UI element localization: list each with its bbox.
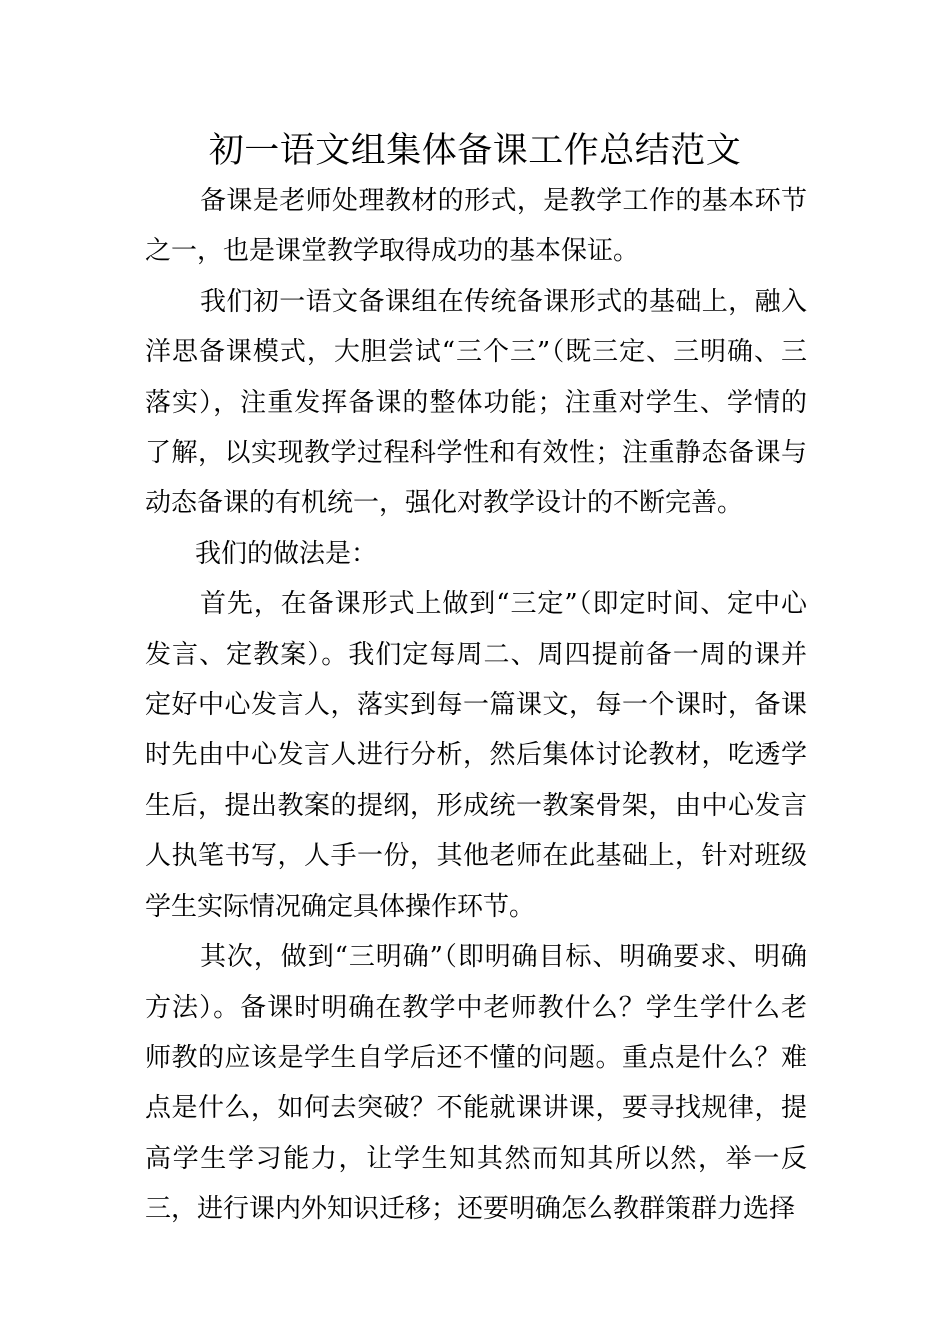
paragraph-first: 首先，在备课形式上做到“三定”（即定时间、定中心发言、定教案）。我们定每周二、周四提前备一周的课并定好中心发言人，落实到每一篇课文，每一个课时，备课时先由中心发言人进行分析，然后集体讨论教材，吃透学生后，提出教案的提纲，形成统一教案骨架，由中心发言人执笔书写，人手一份，其他老师在此基础上，针对班级学生实际情况确定具体操作环节。 (145, 589, 807, 922)
paragraph-approach: 我们初一语文备课组在传统备课形式的基础上，融入洋思备课模式，大胆尝试“三个三”（既三定、三明确、三落实），注重发挥备课的整体功能；注重对学生、学情的了解，以实现教学过程科学性和有效性；注重静态备课与动态备课的有机统一，强化对教学设计的不断完善。 (145, 286, 807, 519)
paragraph-second: 其次，做到“三明确”（即明确目标、明确要求、明确方法）。备课时明确在教学中老师教什么？学生学什么老师教的应该是学生自学后还不懂的问题。重点是什么？难点是什么，如何去突破？不能就课讲课，要寻找规律，提高学生学习能力，让学生知其然而知其所以然，举一反三，进行课内外知识迁移；还要明确怎么教群策群力选择 (145, 942, 807, 1225)
paragraph-method-lead: 我们的做法是： (195, 538, 378, 569)
paragraph-intro: 备课是老师处理教材的形式，是教学工作的基本环节之一，也是课堂教学取得成功的基本保证。 (145, 186, 807, 267)
document-body (145, 176, 807, 1235)
document-title: 初一语文组集体备课工作总结范文 (208, 131, 742, 171)
